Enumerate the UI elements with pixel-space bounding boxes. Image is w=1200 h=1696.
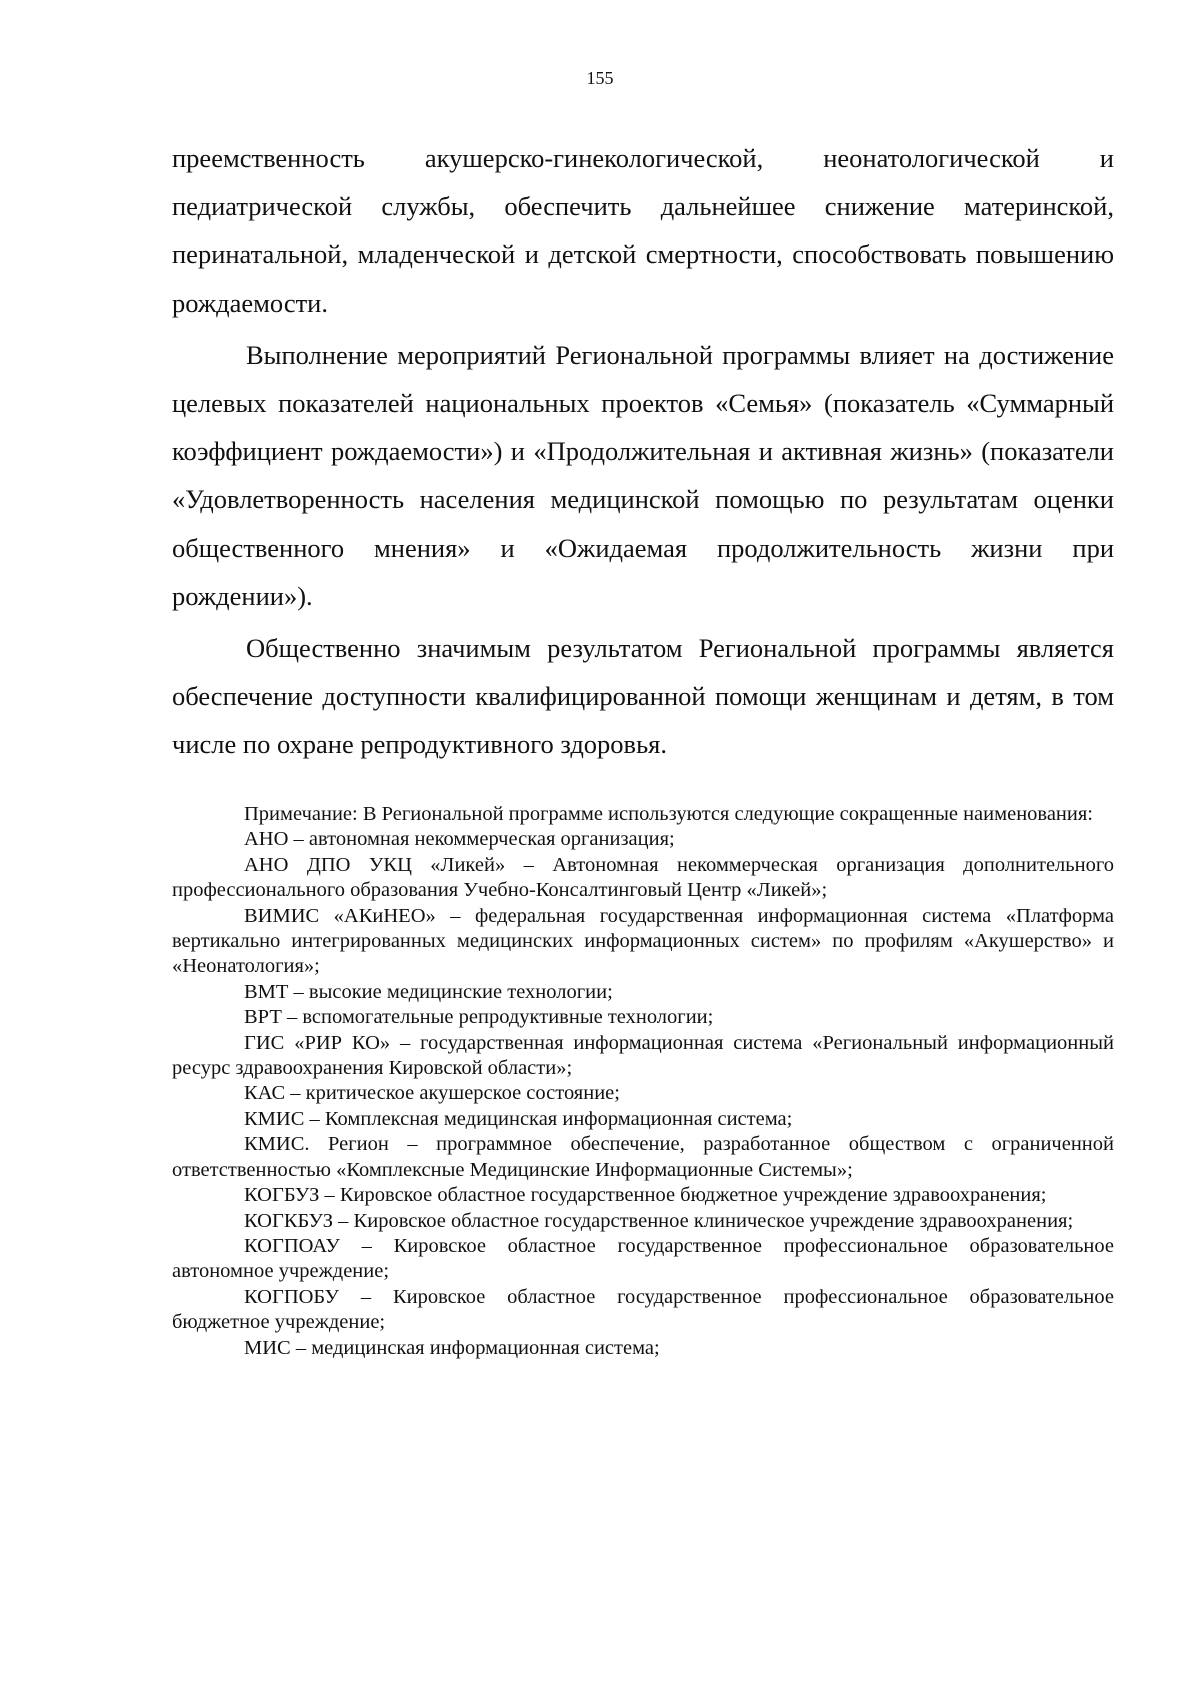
paragraph-continuation: преемственность акушерско-гинекологической, неонатологической и педиатрической службы, обеспечить дальнейшее снижение материнской, перинатальной, младенческой и детской смертности, способствовать повышению рождаемости. (172, 143, 1114, 318)
abbreviation-item: КОГПОАУ – Кировское областное государственное профессиональное образовательное автономное учреждение; (172, 1234, 1114, 1283)
main-text (172, 134, 1114, 773)
abbreviation-item: ВИМИС «АКиНЕО» – федеральная государственная информационная система «Платформа вертикально интегрированных медицинских информационных систем» по профилям «Акушерство» и «Неонатология»; (172, 904, 1114, 978)
abbreviation-item: КМИС – Комплексная медицинская информационная система; (244, 1107, 793, 1130)
abbreviation-item: ВРТ – вспомогательные репродуктивные технологии; (244, 1006, 714, 1029)
abbreviation-item: ГИС «РИР КО» – государственная информационная система «Региональный информационный ресурс здравоохранения Кировской области»; (172, 1031, 1114, 1080)
abbreviation-item: АНО – автономная некоммерческая организация; (244, 828, 675, 851)
abbreviation-item: МИС – медицинская информационная система; (244, 1336, 660, 1359)
abbreviation-item: КОГКБУЗ – Кировское областное государственное клиническое учреждение здравоохранения; (244, 1209, 1074, 1232)
note-intro: Примечание: В Региональной программе используются следующие сокращенные наименования: (244, 803, 1093, 825)
paragraph-result: Общественно значимым результатом Региональной программы является обеспечение доступности квалифицированной помощи женщинам и детям, в том числе по охране репродуктивного здоровья. (172, 633, 1114, 760)
abbreviation-item: ВМТ – высокие медицинские технологии; (244, 980, 613, 1003)
abbreviation-item: КОГБУЗ – Кировское областное государственное бюджетное учреждение здравоохранения; (244, 1184, 1047, 1207)
abbreviation-item: КОГПОБУ – Кировское областное государственное профессиональное образовательное бюджетное учреждение; (172, 1285, 1114, 1334)
abbreviation-item: АНО ДПО УКЦ «Ликей» – Автономная некоммерческая организация дополнительного профессионального образования Учебно-Консалтинговый Центр «Ликей»; (172, 853, 1114, 902)
paragraph-impact: Выполнение мероприятий Региональной программы влияет на достижение целевых показателей национальных проектов «Семья» (показатель «Суммарный коэффициент рождаемости») и «Продолжительная и активная жизнь» (показатели «Удовлетворенность населения медицинской помощью по результатам оценки общественного мнения» и «Ожидаемая продолжительность жизни при рождении»). (172, 339, 1114, 611)
page-number: 155 (586, 68, 614, 88)
abbreviation-item: КАС – критическое акушерское состояние; (244, 1082, 620, 1105)
abbreviations-note (172, 802, 1114, 1361)
abbreviation-item: КМИС. Регион – программное обеспечение, разработанное обществом с ограниченной ответственностью «Комплексные Медицинские Информационные Системы»; (172, 1133, 1114, 1181)
